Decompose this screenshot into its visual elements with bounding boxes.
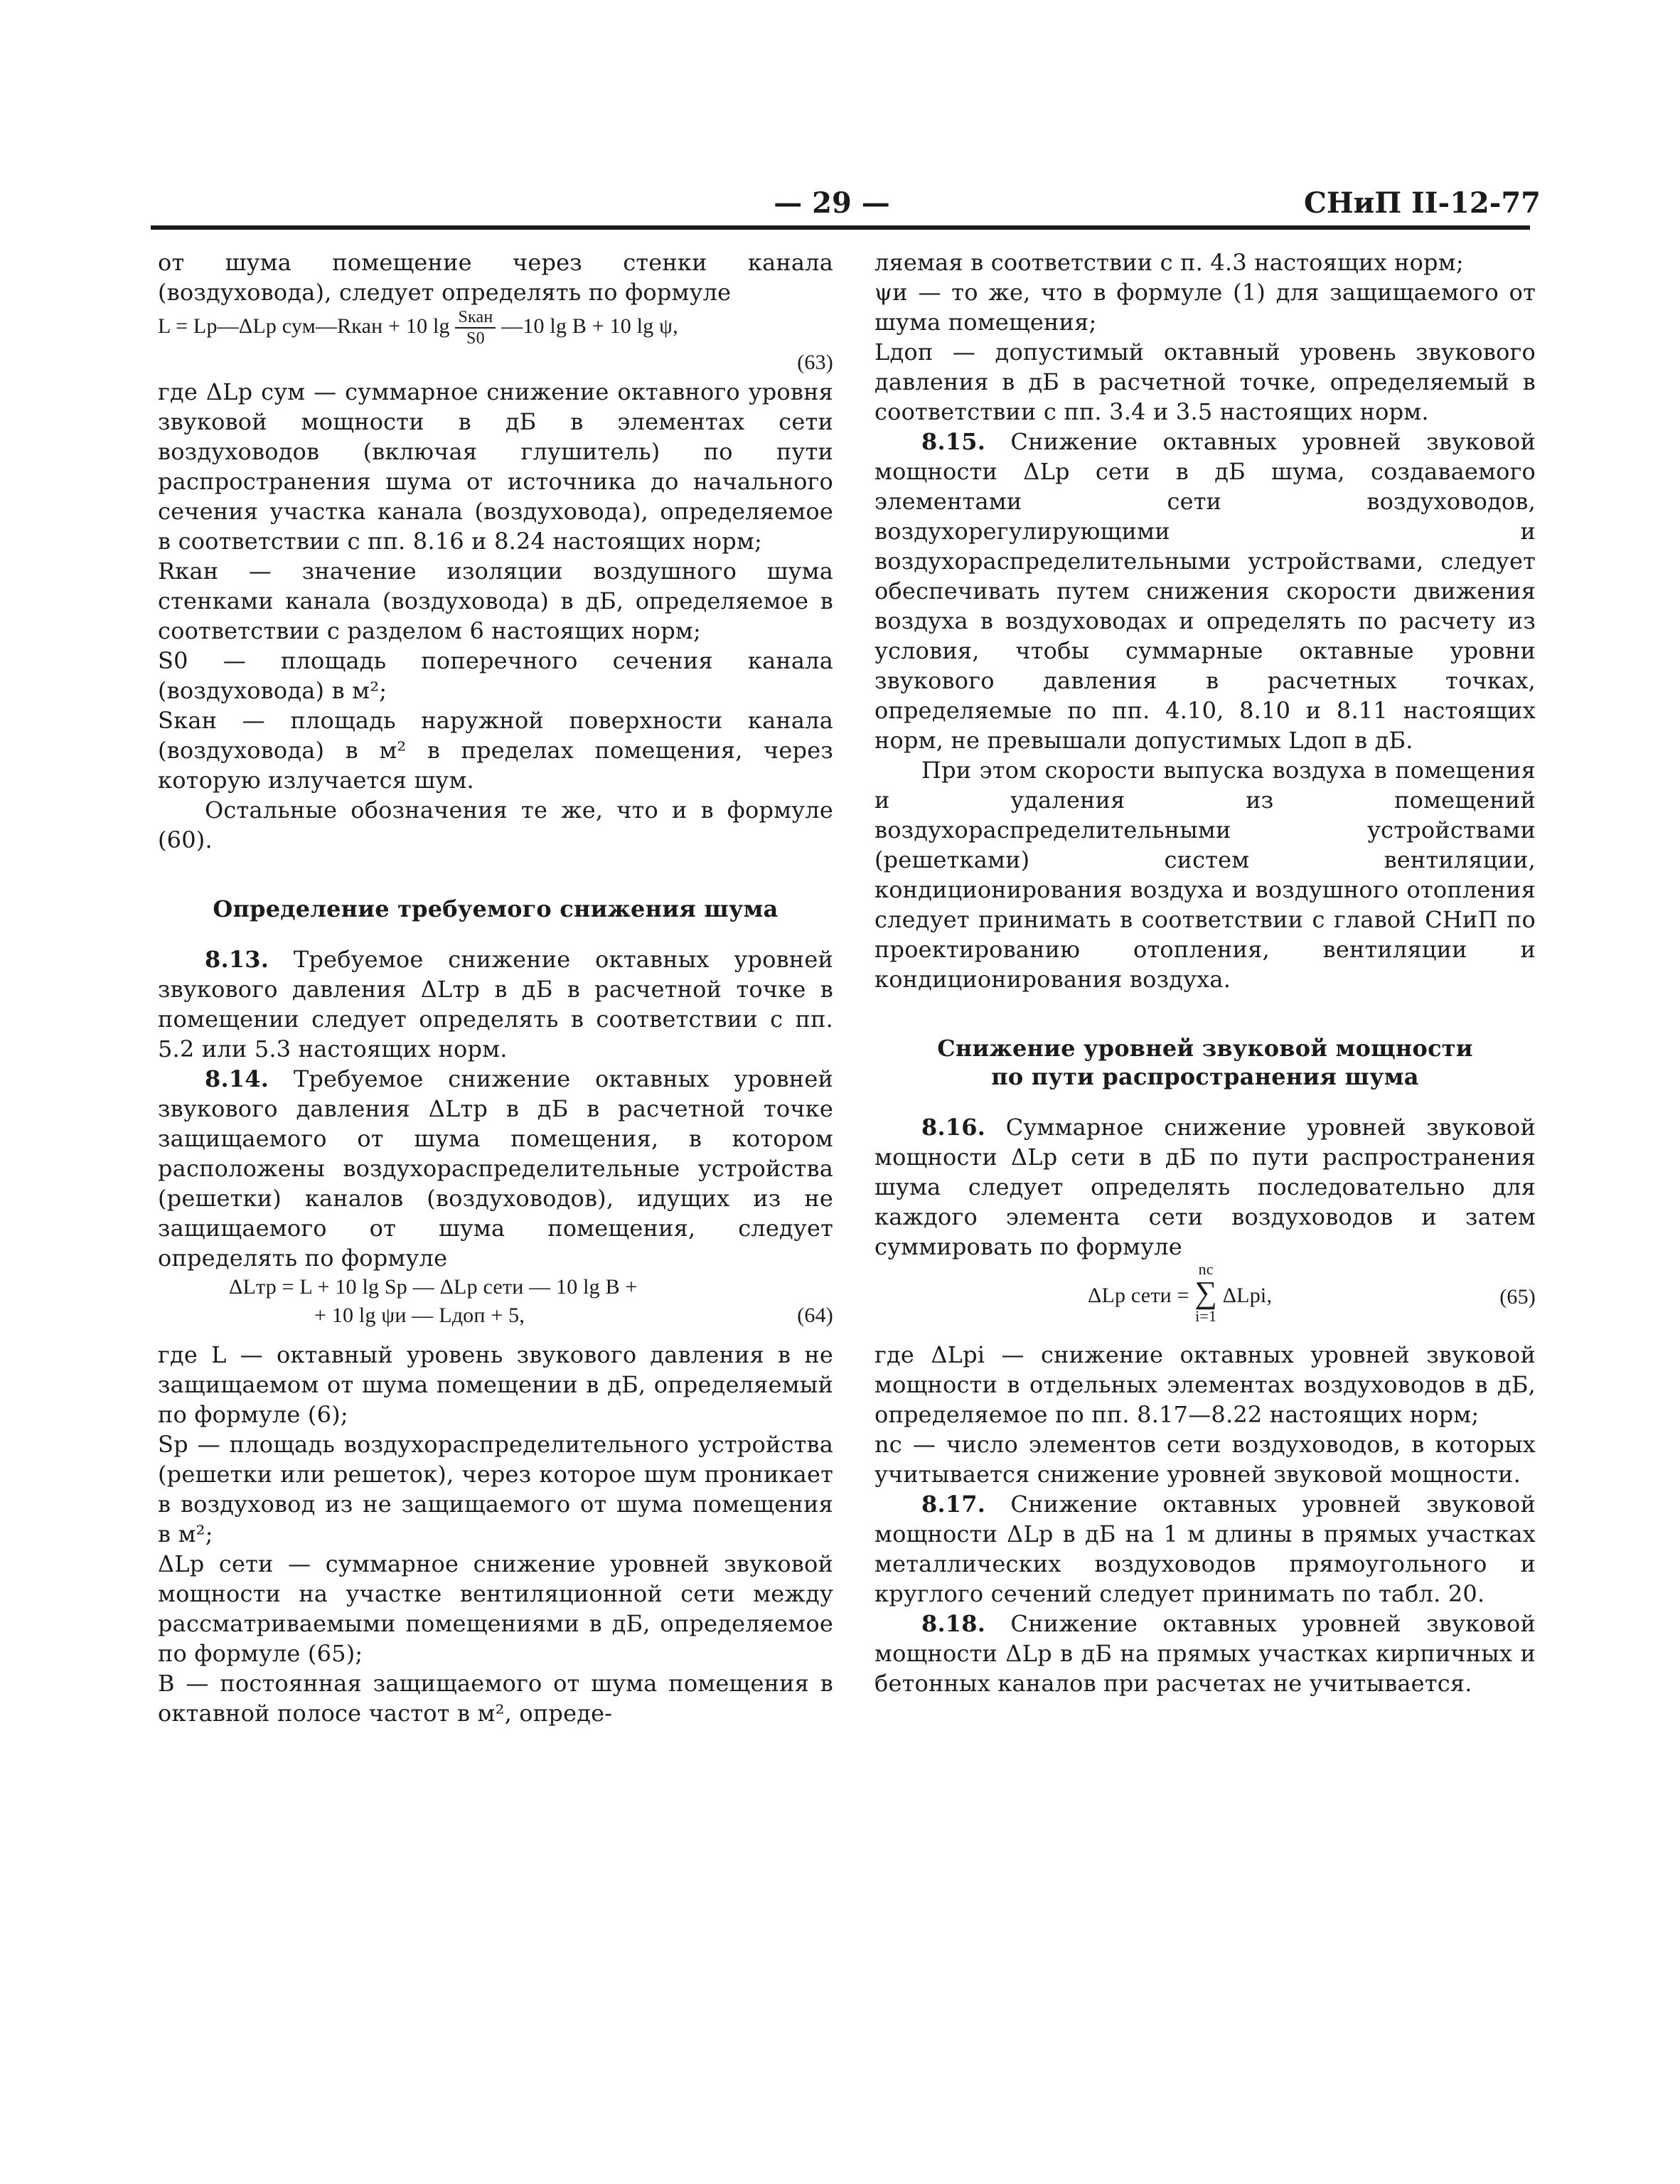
definition: nc — число элементов сети воздуховодов, в которых учитывается снижение уровней звуковой мощности. xyxy=(874,1431,1536,1488)
right-column xyxy=(874,247,1536,1698)
page-number: — 29 — xyxy=(774,186,890,220)
definition: где ΔLp сум — суммарное снижение октавного уровня звуковой мощности в дБ в элементах сети воздуховодов (включая глушитель) по пути распространения шума от источника до начального сечения участка канала (воздуховода), определяемое в соответствии с пп. 8.16 и 8.24 настоящих норм; xyxy=(158,378,833,555)
formula-63-tail: —10 lg B + 10 lg ψ, xyxy=(501,314,678,338)
formula-65-number: (65) xyxy=(1499,1285,1536,1309)
document-code: СНиП II-12-77 xyxy=(1304,186,1541,220)
clause-text: Снижение октавных уровней звуковой мощности ΔLp в дБ на прямых участках кирпичных и бетонных каналов при расчетах не учитывается. xyxy=(874,1610,1536,1697)
clause-text: Снижение октавных уровней звуковой мощности ΔLp сети в дБ шума, создаваемого элементами сети воздуховодов, воздухорегулирующими и воздухораспределительными устройствами, следует обеспечивать путем снижения скорости движения воздуха в воздуховодах и определять по расчету из условия, чтобы суммарные октавные уровни звукового давления в расчетных точках, определяемые по пп. 4.10, 8.10 и 8.11 настоящих норм, не превышали допустимых Lдоп в дБ. xyxy=(874,428,1536,754)
clause-number: 8.15. xyxy=(921,428,986,455)
formula-63 xyxy=(158,307,833,348)
clause-number: 8.13. xyxy=(205,946,269,973)
formula-65-lhs: ΔLp сети = xyxy=(1088,1283,1189,1307)
clause-number: 8.17. xyxy=(921,1491,986,1518)
definition: где L — октавный уровень звукового давления в не защищаемом от шума помещении в дБ, определяемый по формуле (6); xyxy=(158,1341,833,1428)
paragraph-rest: Остальные обозначения те же, что и в формуле (60). xyxy=(158,797,833,853)
definition: Sp — площадь воздухораспределительного устройства (решетки или решеток), через которое шум проникает в воздуховод из не защищаемого от шума помещения в м²; xyxy=(158,1431,833,1548)
formula-64-text-1: ΔLтр = L + 10 lg Sp — ΔLp сети — 10 lg B + xyxy=(229,1275,638,1299)
formula-64-text-2: + 10 lg ψи — Lдоп + 5, xyxy=(314,1304,525,1327)
formula-65-upper: nc xyxy=(1198,1260,1214,1278)
section-heading-line-1: Снижение уровней звуковой мощности xyxy=(937,1035,1473,1062)
left-column xyxy=(158,247,833,1728)
definition: B — постоянная защищаемого от шума помещения в октавной полосе частот в м², опреде- xyxy=(158,1670,833,1727)
formula-65-rhs: ΔLpi, xyxy=(1222,1283,1273,1307)
formula-63-number: (63) xyxy=(797,351,833,374)
formula-64-number: (64) xyxy=(797,1304,833,1327)
definition: где ΔLpi — снижение октавных уровней звуковой мощности в отдельных элементах воздуховодов в дБ, определяемое по пп. 8.17—8.22 настоящих норм; xyxy=(874,1341,1536,1428)
paragraph-8-16 xyxy=(874,1112,1536,1262)
formula-65 xyxy=(874,1262,1536,1340)
definition: ΔLp сети — суммарное снижение уровней звуковой мощности на участке вентиляционной сети между рассматриваемыми помещениями в дБ, определяемое по формуле (65); xyxy=(158,1550,833,1667)
formula-63-number-line xyxy=(158,348,833,377)
formula-63-numerator: Sкан xyxy=(455,307,496,329)
paragraph-8-13 xyxy=(158,944,833,1064)
clause-number: 8.16. xyxy=(921,1114,986,1141)
formula-63-main: L = Lp—ΔLp сум—Rкан + 10 lg xyxy=(158,314,450,338)
paragraph-continuation: ляемая в соответствии с п. 4.3 настоящих норм; xyxy=(874,249,1464,276)
clause-number: 8.18. xyxy=(921,1610,986,1637)
header-rule xyxy=(151,225,1530,230)
clause-number: 8.14. xyxy=(205,1065,269,1092)
formula-64-line-1 xyxy=(158,1273,833,1301)
paragraph-8-17 xyxy=(874,1489,1536,1609)
formula-65-sigma: ∑ xyxy=(1194,1275,1217,1310)
clause-text: Требуемое снижение октавных уровней звукового давления ΔLтр в дБ в расчетной точке защищаемого от шума помещения, в котором расположены воздухораспределительные устройства (решетки) каналов (воздуховодов), идущих из не защищаемого от шума помещения, следует определять по формуле xyxy=(158,1065,833,1272)
definition: Lдоп — допустимый октавный уровень звукового давления в дБ в расчетной точке, определяемый в соответствии с пп. 3.4 и 3.5 настоящих норм. xyxy=(874,339,1536,425)
definition: ψи — то же, что в формуле (1) для защищаемого от шума помещения; xyxy=(874,279,1536,336)
definition: Rкан — значение изоляции воздушного шума стенками канала (воздуховода) в дБ, определяемое в соответствии с разделом 6 настоящих норм; xyxy=(158,558,833,644)
clause-text: Снижение октавных уровней звуковой мощности ΔLp в дБ на 1 м длины в прямых участках металлических воздуховодов прямоугольного и круглого сечений следует принимать по табл. 20. xyxy=(874,1491,1536,1607)
paragraph-8-15-continued: При этом скорости выпуска воздуха в помещения и удаления из помещений воздухораспределительными устройствами (решетками) систем вентиляции, кондиционирования воздуха и воздушного отопления следует принимать в соответствии с главой СНиП по проектированию отопления, вентиляции и кондиционирования воздуха. xyxy=(874,757,1536,993)
definition: Sкан — площадь наружной поверхности канала (воздуховода) в м² в пределах помещения, через которую излучается шум. xyxy=(158,707,833,794)
formula-63-denominator: S0 xyxy=(466,329,485,348)
definition: S0 — площадь поперечного сечения канала (воздуховода) в м²; xyxy=(158,647,833,704)
formula-65-lower: i=1 xyxy=(1195,1307,1217,1325)
paragraph-intro: от шума помещение через стенки канала (воздуховода), следует определять по формуле xyxy=(158,249,833,306)
section-heading-line-2: по пути распространения шума xyxy=(991,1063,1419,1090)
clause-text: Требуемое снижение октавных уровней звукового давления ΔLтр в дБ в расчетной точке в помещении следует определять в соответствии с пп. 5.2 или 5.3 настоящих норм. xyxy=(158,946,833,1062)
paragraph-8-14 xyxy=(158,1064,833,1273)
paragraph-8-15 xyxy=(874,427,1536,755)
formula-64-line-2 xyxy=(158,1301,833,1330)
formula-63-fraction xyxy=(455,307,496,348)
formula-65-sum xyxy=(1194,1262,1217,1324)
clause-text: Суммарное снижение уровней звуковой мощности ΔLp сети в дБ по пути распространения шума следует определять последовательно для каждого элемента сети воздуховодов и затем суммировать по формуле xyxy=(874,1114,1536,1260)
section-heading: Определение требуемого снижения шума xyxy=(213,895,779,922)
paragraph-8-18 xyxy=(874,1609,1536,1698)
